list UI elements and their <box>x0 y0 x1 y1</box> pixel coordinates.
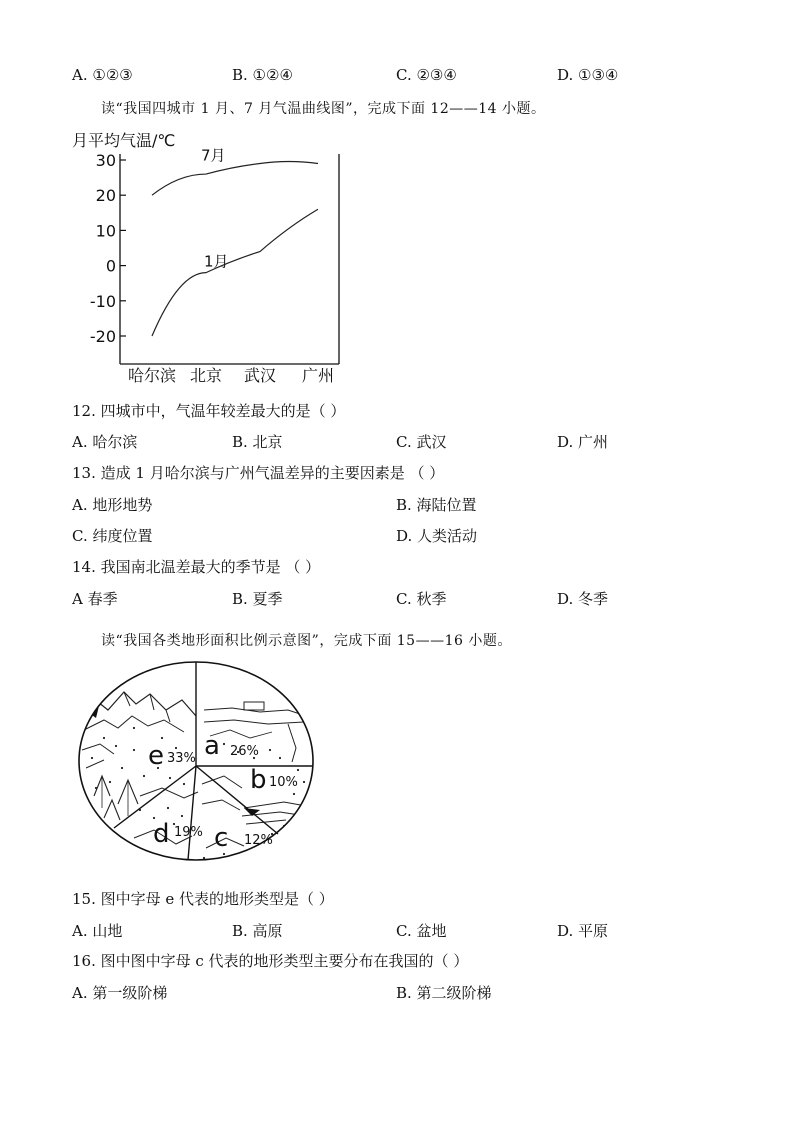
stipple-dot <box>279 757 281 759</box>
q13-option-c[interactable]: C. 纬度位置 <box>72 527 153 545</box>
q16-option-b[interactable]: B. 第二级阶梯 <box>396 984 492 1002</box>
pie-dividers <box>114 662 312 860</box>
stipple-dot <box>175 747 177 749</box>
pie-pct-c: 12% <box>244 833 273 848</box>
chart-ylabel: 月平均气温/℃ <box>72 131 176 150</box>
q15-option-b[interactable]: B. 高原 <box>232 922 283 940</box>
intro-terrain-chart: 读“我国各类地形面积比例示意图”，完成下面 15——16 小题。 <box>101 633 512 649</box>
q13-stem: 13. 造成 1 月哈尔滨与广州气温差异的主要因素是 （ ） <box>72 464 445 482</box>
stipple-dot <box>223 853 225 855</box>
q12-option-b[interactable]: B. 北京 <box>232 433 283 451</box>
pie-pct-d: 19% <box>174 825 203 840</box>
q15-option-d[interactable]: D. 平原 <box>557 922 609 940</box>
terrain-pie-chart <box>74 658 324 868</box>
q12-option-d[interactable]: D. 广州 <box>557 433 609 451</box>
series-line-january <box>152 209 318 336</box>
stipple-dot <box>203 857 205 859</box>
q12-stem: 12. 四城市中，气温年较差最大的是（ ） <box>72 402 346 420</box>
q15-option-c[interactable]: C. 盆地 <box>396 922 447 940</box>
q13-option-d[interactable]: D. 人类活动 <box>396 527 478 545</box>
stipple-dot <box>269 749 271 751</box>
y-tick-label: -10 <box>89 291 116 311</box>
series-label-july: 7月 <box>201 146 226 165</box>
q14-option-c[interactable]: C. 秋季 <box>396 590 447 608</box>
q16-option-a[interactable]: A. 第一级阶梯 <box>72 984 168 1002</box>
q11-option-b[interactable]: B. ①②④ <box>232 66 293 84</box>
stipple-dot <box>293 793 295 795</box>
stipple-dot <box>103 737 105 739</box>
stipple-dot <box>181 815 183 817</box>
stipple-dot <box>91 757 93 759</box>
x-category-label: 广州 <box>301 366 335 385</box>
q14-option-d[interactable]: D. 冬季 <box>557 590 609 608</box>
pie-letter-d: d <box>153 819 170 849</box>
x-category-label: 哈尔滨 <box>127 366 177 385</box>
stipple-dot <box>115 745 117 747</box>
intro-temperature-chart: 读“我国四城市 1 月、7 月气温曲线图”，完成下面 12——14 小题。 <box>101 101 546 117</box>
q11-option-a[interactable]: A. ①②③ <box>72 66 133 84</box>
x-category-label: 武汉 <box>243 366 277 385</box>
stipple-dot <box>95 787 97 789</box>
stipple-dot <box>161 737 163 739</box>
q14-option-b[interactable]: B. 夏季 <box>232 590 283 608</box>
q11-option-d[interactable]: D. ①③④ <box>557 66 619 84</box>
series-line-july <box>152 162 318 196</box>
pie-pct-a: 26% <box>230 744 259 759</box>
q14-option-a[interactable]: A 春季 <box>72 590 118 608</box>
pie-letter-b: b <box>250 765 267 795</box>
stipple-dot <box>303 781 305 783</box>
q12-option-a[interactable]: A. 哈尔滨 <box>72 433 138 451</box>
y-tick-label: 10 <box>95 221 116 241</box>
pie-letter-a: a <box>204 731 220 761</box>
stipple-dot <box>133 749 135 751</box>
stipple-dot <box>249 853 251 855</box>
pie-pct-e: 33% <box>167 751 196 766</box>
q14-stem: 14. 我国南北温差最大的季节是 （ ） <box>72 558 321 576</box>
pie-pct-b: 10% <box>269 775 298 790</box>
y-tick-label: -20 <box>89 327 116 346</box>
x-category-label: 北京 <box>189 366 223 385</box>
q15-stem: 15. 图中字母 e 代表的地形类型是（ ） <box>72 890 334 908</box>
series-label-january: 1月 <box>204 252 229 271</box>
q12-option-c[interactable]: C. 武汉 <box>396 433 447 451</box>
stipple-dot <box>133 727 135 729</box>
stipple-dot <box>169 777 171 779</box>
pie-letter-e: e <box>148 741 164 771</box>
stipple-dot <box>121 767 123 769</box>
pie-letter-c: c <box>214 823 229 853</box>
stipple-dot <box>143 775 145 777</box>
stipple-dot <box>297 769 299 771</box>
stipple-dot <box>167 807 169 809</box>
stipple-dot <box>183 783 185 785</box>
q11-option-c[interactable]: C. ②③④ <box>396 66 457 84</box>
q13-option-b[interactable]: B. 海陆位置 <box>396 496 477 514</box>
y-tick-label: 20 <box>95 186 116 206</box>
q15-option-a[interactable]: A. 山地 <box>72 922 123 940</box>
y-tick-label: 30 <box>95 151 116 170</box>
q16-stem: 16. 图中图中字母 c 代表的地形类型主要分布在我国的（ ） <box>72 952 469 970</box>
q13-option-a[interactable]: A. 地形地势 <box>72 496 153 514</box>
temperature-chart <box>66 128 366 388</box>
stipple-dot <box>109 781 111 783</box>
y-tick-label: 0 <box>105 256 116 276</box>
stipple-dot <box>223 743 225 745</box>
